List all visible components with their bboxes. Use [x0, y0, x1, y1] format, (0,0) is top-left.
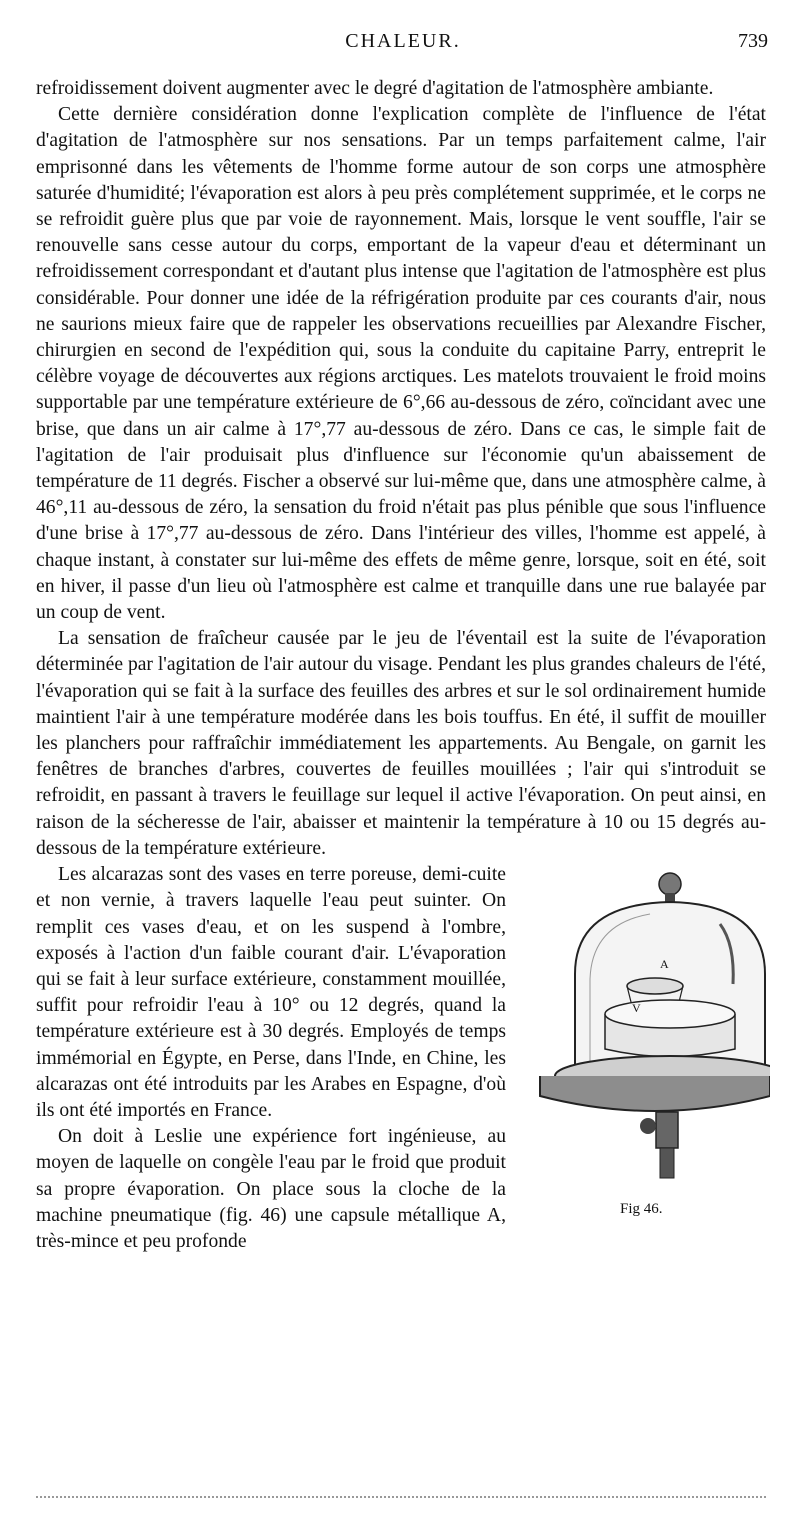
paragraph-continuation: refroidissement doivent augmenter avec le degré d'agitation de l'atmosphère ambiante.	[36, 78, 714, 99]
running-title: CHALEUR.	[345, 30, 461, 52]
figure-46	[520, 864, 770, 1222]
page-number: 739	[738, 30, 768, 52]
footer-divider	[36, 1496, 766, 1498]
bell-jar-illustration	[520, 864, 770, 1194]
paragraph-alcarazas: Les alcarazas sont des vases en terre poreuse, demi-cuite et non vernie, à travers laquelle l'eau peut suinter. On remplit ces vases d'eau, et on les suspend à l'ombre, exposés à l'action d'un faible courant d'air. L'évaporation qui se fait à leur surface extérieure, constamment mouillée, suffit pour refroidir l'eau à 10° ou 12 degrés, quand la température extérieure est à 30 degrés. Employés de temps immémorial en Égypte, en Perse, dans l'Inde, en Chine, les alcarazas ont été introduits par les Arabes en Espagne, d'où ils ont été importés en France.	[36, 864, 506, 1121]
paragraph-fan-cooling: La sensation de fraîcheur causée par le jeu de l'éventail est la suite de l'évaporation déterminée par l'agitation de l'air autour du visage. Pendant les plus grandes chaleurs de l'été, l'évaporation qui se fait à la surface des feuilles des arbres et sur le sol ordinairement humide maintient l'air à une température modérée dans les bois touffus. En été, il suffit de mouiller les planchers pour raffraîchir immédiatement les appartements. Au Bengale, on garnit les fenêtres de branches d'arbres, couvertes de feuilles mouillées ; l'air qui s'introduit se refroidit, en passant à travers le feuillage sur lequel il active l'évaporation. On peut ainsi, en raison de la sécheresse de l'air, abaisser et maintenir la température à 10 ou 15 degrés au-dessous de la température extérieure.	[36, 628, 766, 859]
page-header	[38, 30, 768, 60]
label-vase-v: V	[632, 1001, 641, 1016]
figure-caption: Fig 46.	[620, 1201, 663, 1218]
paragraph-leslie-experiment: On doit à Leslie une expérience fort ingénieuse, au moyen de laquelle on congèle l'eau par le froid que produit sa propre évaporation. On place sous la cloche de la machine pneumatique (fig. 46) une capsule métallique A, très-mince et peu profonde	[36, 1126, 506, 1252]
paragraph-wind-evaporation: Cette dernière considération donne l'explication complète de l'influence de l'état d'agitation de l'atmosphère sur nos sensations. Par un temps parfaitement calme, l'air emprisonné dans les vêtements de l'homme forme autour de son corps une atmosphère saturée d'humidité; l'évaporation est alors à peu près complétement supprimée, et le corps ne se refroidit guère plus que par voie de rayonnement. Mais, lorsque le vent souffle, l'air se renouvelle sans cesse autour du corps, emportant de la vapeur d'eau et déterminant un refroidissement correspondant et d'autant plus intense que l'agitation de l'atmosphère est plus considérable. Pour donner une idée de la réfrigération produite par ces courants d'air, nous ne saurions mieux faire que de rappeler les observations recueillies par Alexandre Fischer, chirurgien en second de l'expédition qui, sous la conduite du capitaine Parry, entreprit le célèbre voyage de découvertes aux régions arctiques. Les matelots trouvaient le froid moins supportable par une température extérieure de 6°,66 au-dessous de zéro, coïncidant avec une brise, que dans un air calme à 17°,77 au-dessous de zéro. Dans ce cas, le simple fait de l'agitation de l'air produisait plus d'influence sur l'économie qu'un abaissement de température de 11 degrés. Fischer a observé sur lui-même que, dans une atmosphère calme, à 46°,11 au-dessous de zéro, la sensation du froid n'était pas plus pénible que sous l'influence d'une brise à 17°,77 au-dessous de zéro. Dans l'intérieur des villes, l'homme est appelé, à chaque instant, à constater sur lui-même des effets de même genre, lorsque, soit en été, soit en hiver, il passe d'un lieu où l'atmosphère est calme et tranquille dans une rue balayée par un coup de vent.	[36, 104, 766, 624]
body-text	[36, 76, 766, 1255]
label-capsule-a: A	[660, 957, 669, 972]
